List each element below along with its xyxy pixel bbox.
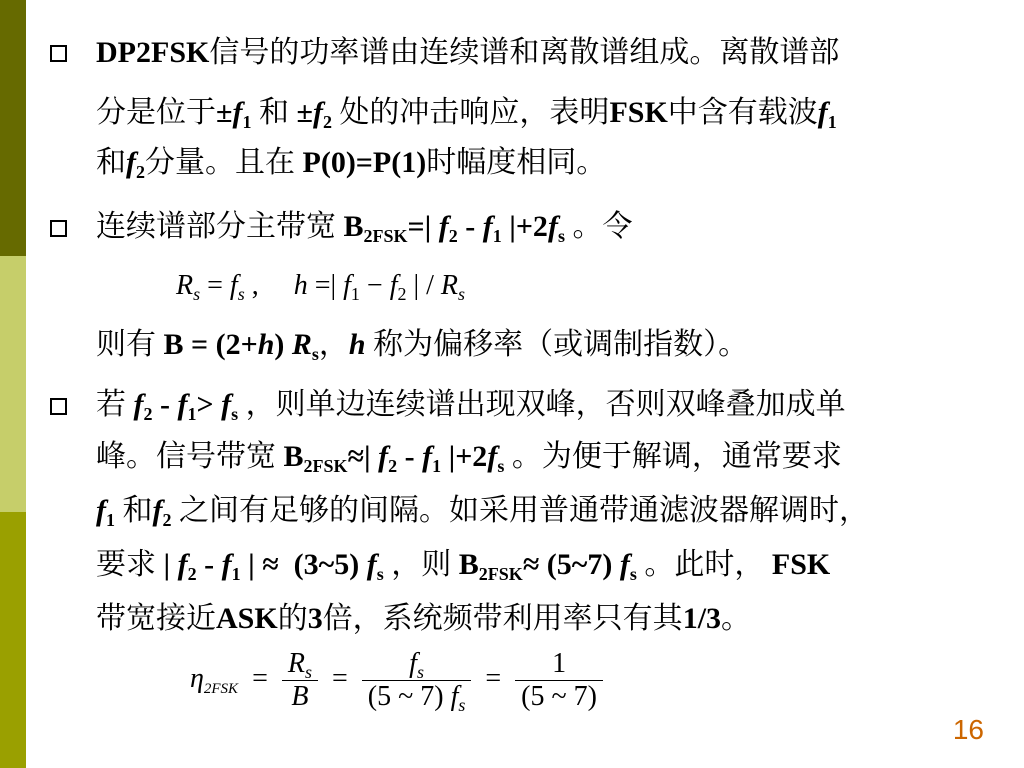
rs-h-formula: $R_s = f_s$ , h =| $f_1 - f_2$ | / $R_s$ <box>176 270 465 304</box>
bullet3-line5: 带宽接近ASK的3倍，系统频带利用率只有其1/3。 <box>96 602 752 635</box>
bullet1-line2: 分是位于$\pm f_1$ 和 $\pm f_2$ 处的冲击响应，表明FSK中含有载波$f_1$ <box>96 96 837 132</box>
bullet3-line4: 要求 | $f_2 - f_1$ | ≈ (3~5) $f_s$ ，则 $B_{2FSK}\approx$ (5~7) $f_s$ 。此时， FSK <box>96 548 831 584</box>
decor-bar-top <box>0 0 26 256</box>
bullet1-line3: 和$f_2$分量。且在 P(0)=P(1)时幅度相同。 <box>96 146 607 182</box>
bullet2-line2: 则有 B = (2+h) $R_s$，h 称为偏移率（或调制指数）。 <box>96 328 749 364</box>
bullet1-line1: DP2FSK信号的功率谱由连续谱和离散谱组成。离散谱部 <box>96 36 840 69</box>
bullet3-line1: 若 $f_2 - f_1> f_s$ ，则单边连续谱出现双峰，否则双峰叠加成单 <box>96 388 846 424</box>
bullet-square-icon <box>50 45 67 62</box>
bullet3-line3: $f_1$ 和$f_2$ 之间有足够的间隔。如采用普通带通滤波器解调时， <box>96 494 869 530</box>
efficiency-formula: $\eta_{2FSK}$ = $\frac{R_s}{B}$ = $\frac{f_s}{(5 \sim 7) f_s}$ = $\frac{1}{(5 \sim 7)}$ <box>190 648 603 713</box>
bullet-square-icon <box>50 398 67 415</box>
decor-bar-bottom <box>0 512 26 768</box>
page-number: 16 <box>952 714 984 745</box>
decor-bar-middle <box>0 256 26 512</box>
bullet2-line1: 连续谱部分主带宽 $B_{2FSK}=|$ $f_2 - f_1$ $|+2f_s$ 。令 <box>96 210 633 246</box>
bullet3-line2: 峰。信号带宽 $B_{2FSK}\approx|$ $f_2 - f_1$ $|+2f_s$ 。为便于解调，通常要求 <box>96 440 842 476</box>
bullet-square-icon <box>50 220 67 237</box>
